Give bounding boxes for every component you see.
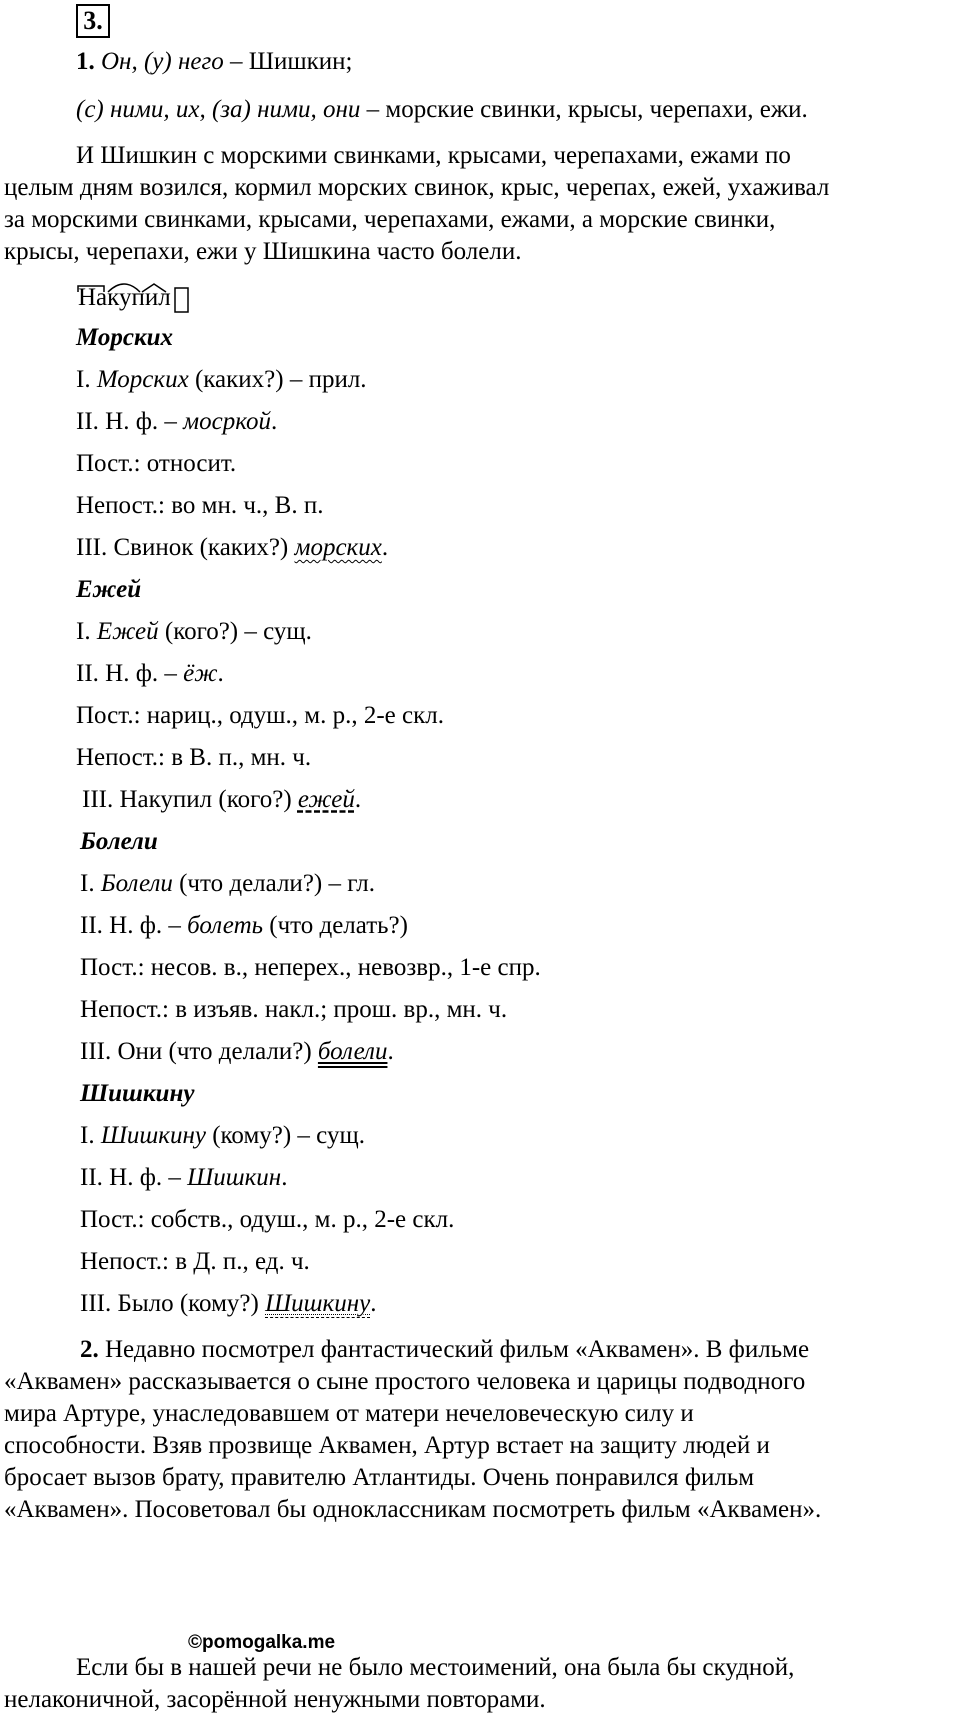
variable-features: Непост.: в В. п., мн. ч. (76, 744, 312, 771)
variable-features: Непост.: во мн. ч., В. п. (76, 492, 324, 519)
part2-label: 2. (80, 1336, 99, 1363)
analysis-title: Шишкину (80, 1080, 195, 1107)
analysis-title: Болели (80, 828, 158, 855)
watermark: ©pomogalka.me (188, 1632, 336, 1653)
pronouns-2-meaning: – морские свинки, крысы, черепахи, ежи. (360, 96, 808, 123)
analysis-title: Ежей (76, 576, 142, 603)
analysis-part-of-speech: (каких?) – прил. (188, 366, 367, 393)
morpheme-analysis (76, 282, 173, 314)
constant-features: Пост.: нариц., одуш., м. р., 2-е скл. (76, 702, 444, 729)
analysis-step-3 (82, 784, 361, 816)
part2-line (80, 1334, 809, 1366)
part2-line: «Аквамен». Посоветовал бы одноклассникам посмотреть фильм «Аквамен». (4, 1496, 822, 1523)
analysis-step-2 (76, 406, 277, 438)
analysis-part-of-speech: (кого?) – сущ. (158, 618, 312, 645)
sentence-role-question: III. Накупил (кого?) (82, 786, 298, 813)
analysis-step-2 (80, 910, 408, 942)
part2-line: бросает вызов брату, правителю Атлантиды. Очень понравился фильм (4, 1464, 755, 1491)
paragraph-line: целым дням возился, кормил морских свинок, крыс, черепах, ежей, ухаживал (4, 174, 830, 201)
pronouns-1: Он, (у) него (101, 48, 224, 75)
part2-line: «Аквамен» рассказывается о сыне простого человека и царицы подводного (4, 1368, 806, 1395)
initial-form-label: II. Н. ф. – (76, 660, 184, 687)
task-number-box (76, 4, 110, 38)
sentence-role-tail: . (381, 534, 389, 561)
sentence-role-question: III. Свинок (каких?) (76, 534, 295, 561)
analysis-part-of-speech: (кому?) – сущ. (205, 1122, 365, 1149)
initial-form: болеть (187, 912, 263, 939)
initial-form-label: II. Н. ф. – (80, 912, 188, 939)
part2-text: Недавно посмотрел фантастический фильм «Аквамен». В фильме (98, 1336, 810, 1363)
analysis-step-3 (80, 1036, 394, 1068)
sentence-role-tail: . (370, 1290, 377, 1317)
initial-form: Шишкин (187, 1164, 282, 1191)
initial-form-tail: . (217, 660, 224, 687)
analysis-step-1 (80, 1120, 365, 1152)
initial-form-label: II. Н. ф. – (80, 1164, 188, 1191)
pronoun-line-2 (76, 94, 808, 126)
roman-one: I. (80, 1122, 101, 1149)
variable-features: Непост.: в Д. п., ед. ч. (80, 1248, 310, 1275)
task-number: 3. (83, 6, 103, 35)
part1-label: 1. (76, 48, 95, 75)
pronouns-1-meaning: – Шишкин; (223, 48, 353, 75)
paragraph-line: крысы, черепахи, ежи у Шишкина часто болели. (4, 238, 522, 265)
sentence-member-word: ежей (297, 786, 355, 813)
initial-form: мосркой (183, 408, 271, 435)
initial-form-label: II. Н. ф. – (76, 408, 184, 435)
initial-form-tail: . (270, 408, 278, 435)
analysis-step-1 (76, 616, 312, 648)
sentence-role-tail: . (387, 1038, 394, 1065)
initial-form-tail: (что делать?) (263, 912, 408, 939)
constant-features: Пост.: собств., одуш., м. р., 2-е скл. (80, 1206, 455, 1233)
analysis-step-1 (80, 868, 375, 900)
analysis-step-2 (80, 1162, 287, 1194)
analysis-title: Морских (76, 324, 174, 351)
analysis-step-1 (76, 364, 367, 396)
conclusion-line: Если бы в нашей речи не было местоимений, она была бы скудной, (76, 1654, 795, 1681)
sentence-role-tail: . (354, 786, 362, 813)
analysis-word: Морских (96, 366, 189, 393)
morph-word: Накупил (78, 284, 171, 311)
pronouns-2: (с) ними, их, (за) ними, они (76, 96, 361, 123)
conclusion-line: нелаконичной, засорённой ненужными повторами. (4, 1686, 546, 1713)
initial-form: ёж (183, 660, 218, 687)
analysis-part-of-speech: (что делали?) – гл. (172, 870, 375, 897)
constant-features: Пост.: относит. (76, 450, 237, 477)
pronoun-line-1 (76, 46, 352, 78)
sentence-role-question: III. Они (что делали?) (80, 1038, 318, 1065)
paragraph-line: за морскими свинками, крысами, черепахами, ежами, а морские свинки, (4, 206, 776, 233)
analysis-step-2 (76, 658, 224, 690)
constant-features: Пост.: несов. в., неперех., невозвр., 1-е спр. (80, 954, 541, 981)
roman-one: I. (76, 618, 97, 645)
initial-form-tail: . (281, 1164, 288, 1191)
part2-line: способности. Взяв прозвище Аквамен, Артур встает на защиту людей и (4, 1432, 770, 1459)
variable-features: Непост.: в изъяв. накл.; прош. вр., мн. ч. (80, 996, 508, 1023)
part2-line: мира Артуре, унаследовавшем от матери нечеловеческую силу и (4, 1400, 694, 1427)
analysis-word: Шишкину (100, 1122, 206, 1149)
roman-one: I. (80, 870, 101, 897)
analysis-step-3 (80, 1288, 376, 1320)
sentence-role-question: III. Было (кому?) (80, 1290, 266, 1317)
sentence-member-word: болели (317, 1038, 388, 1065)
analysis-word: Ежей (96, 618, 159, 645)
sentence-member-word: морских (294, 534, 382, 561)
roman-one: I. (76, 366, 97, 393)
analysis-word: Болели (100, 870, 173, 897)
sentence-member-word: Шишкину (265, 1290, 371, 1317)
paragraph-line: И Шишкин с морскими свинками, крысами, черепахами, ежами по (76, 142, 791, 169)
analysis-step-3 (76, 532, 388, 564)
